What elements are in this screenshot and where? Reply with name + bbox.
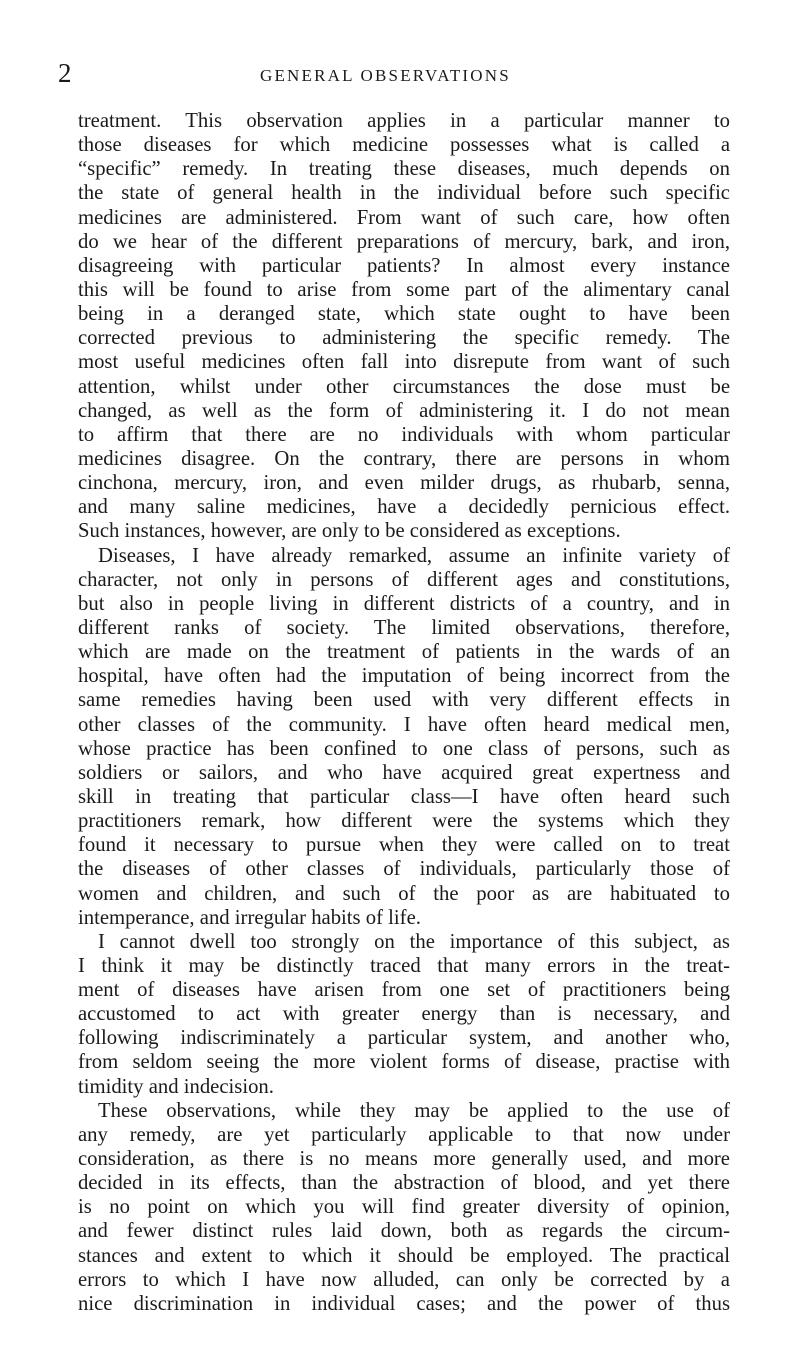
text-line: from seldom seeing the more violent forms of disease, practise with	[78, 1051, 730, 1074]
text-line: medicines disagree. On the contrary, there are persons in whom	[78, 447, 730, 470]
text-line: other classes of the community. I have often heard medical men,	[78, 713, 730, 736]
text-line: medicines are administered. From want of such care, how often	[78, 206, 730, 229]
text-line: any remedy, are yet particularly applicable to that now under	[78, 1123, 730, 1146]
text-line: practitioners remark, how different were the systems which they	[78, 810, 730, 833]
body-text	[78, 109, 730, 1316]
text-line: same remedies having been used with very different effects in	[78, 689, 730, 712]
text-line: character, not only in persons of different ages and constitutions,	[78, 568, 730, 591]
text-line: the diseases of other classes of individuals, particularly those of	[78, 858, 730, 881]
text-line: I think it may be distinctly traced that many errors in the treat-	[78, 954, 730, 977]
text-line: stances and extent to which it should be employed. The practical	[78, 1244, 730, 1267]
text-line: which are made on the treatment of patients in the wards of an	[78, 641, 730, 664]
page-number: 2	[58, 58, 72, 88]
text-line: Diseases, I have already remarked, assume an infinite variety of	[98, 544, 730, 567]
text-line: but also in people living in different districts of a country, and in	[78, 592, 730, 615]
text-line: timidity and indecision.	[78, 1075, 274, 1098]
text-line: this will be found to arise from some part of the alimentary canal	[78, 278, 730, 301]
text-line: ment of diseases have arisen from one set of practitioners being	[78, 979, 730, 1002]
text-line: nice discrimination in individual cases; and the power of thus	[78, 1292, 730, 1315]
text-line: those diseases for which medicine possesses what is called a	[78, 134, 730, 157]
text-line: found it necessary to pursue when they were called on to treat	[78, 834, 730, 857]
text-line: the state of general health in the individual before such specific	[78, 182, 730, 205]
text-line: do we hear of the different preparations of mercury, bark, and iron,	[78, 230, 730, 253]
running-head: GENERAL OBSERVATIONS	[260, 66, 511, 85]
text-line: consideration, as there is no means more generally used, and more	[78, 1148, 730, 1171]
text-line: decided in its effects, than the abstraction of blood, and yet there	[78, 1172, 730, 1195]
text-line: “specific” remedy. In treating these diseases, much depends on	[78, 158, 730, 181]
text-line: skill in treating that particular class—I have often heard such	[78, 785, 730, 808]
text-line: and fewer distinct rules laid down, both as regards the circum-	[78, 1220, 730, 1243]
text-line: changed, as well as the form of administering it. I do not mean	[78, 399, 730, 422]
text-line: intemperance, and irregular habits of life.	[78, 906, 421, 929]
text-line: most useful medicines often fall into disrepute from want of such	[78, 351, 730, 374]
text-line: women and children, and such of the poor as are habituated to	[78, 882, 730, 905]
text-line: whose practice has been confined to one class of persons, such as	[78, 737, 730, 760]
text-line: treatment. This observation applies in a particular manner to	[78, 110, 730, 132]
text-line: to affirm that there are no individuals with whom particular	[78, 423, 730, 446]
text-line: being in a deranged state, which state ought to have been	[78, 303, 730, 326]
text-line: accustomed to act with greater energy than is necessary, and	[78, 1003, 730, 1026]
text-line: These observations, while they may be applied to the use of	[98, 1099, 730, 1122]
text-line: I cannot dwell too strongly on the importance of this subject, as	[98, 930, 730, 953]
text-line: disagreeing with particular patients? In almost every instance	[78, 254, 730, 277]
text-line: corrected previous to administering the specific remedy. The	[78, 327, 730, 350]
text-line: different ranks of society. The limited observations, therefore,	[78, 616, 730, 639]
text-line: following indiscriminately a particular system, and another who,	[78, 1027, 730, 1050]
text-line: is no point on which you will find greater diversity of opinion,	[78, 1196, 730, 1219]
text-line: soldiers or sailors, and who have acquired great expertness and	[78, 761, 730, 784]
text-line: attention, whilst under other circumstances the dose must be	[78, 375, 730, 398]
text-line: errors to which I have now alluded, can only be corrected by a	[78, 1268, 730, 1291]
page-header	[0, 56, 801, 96]
text-line: Such instances, however, are only to be considered as exceptions.	[78, 520, 621, 543]
text-line: and many saline medicines, have a decidedly pernicious effect.	[78, 496, 730, 519]
text-line: hospital, have often had the imputation of being incorrect from the	[78, 665, 730, 688]
text-line: cinchona, mercury, iron, and even milder drugs, as rhubarb, senna,	[78, 472, 730, 495]
